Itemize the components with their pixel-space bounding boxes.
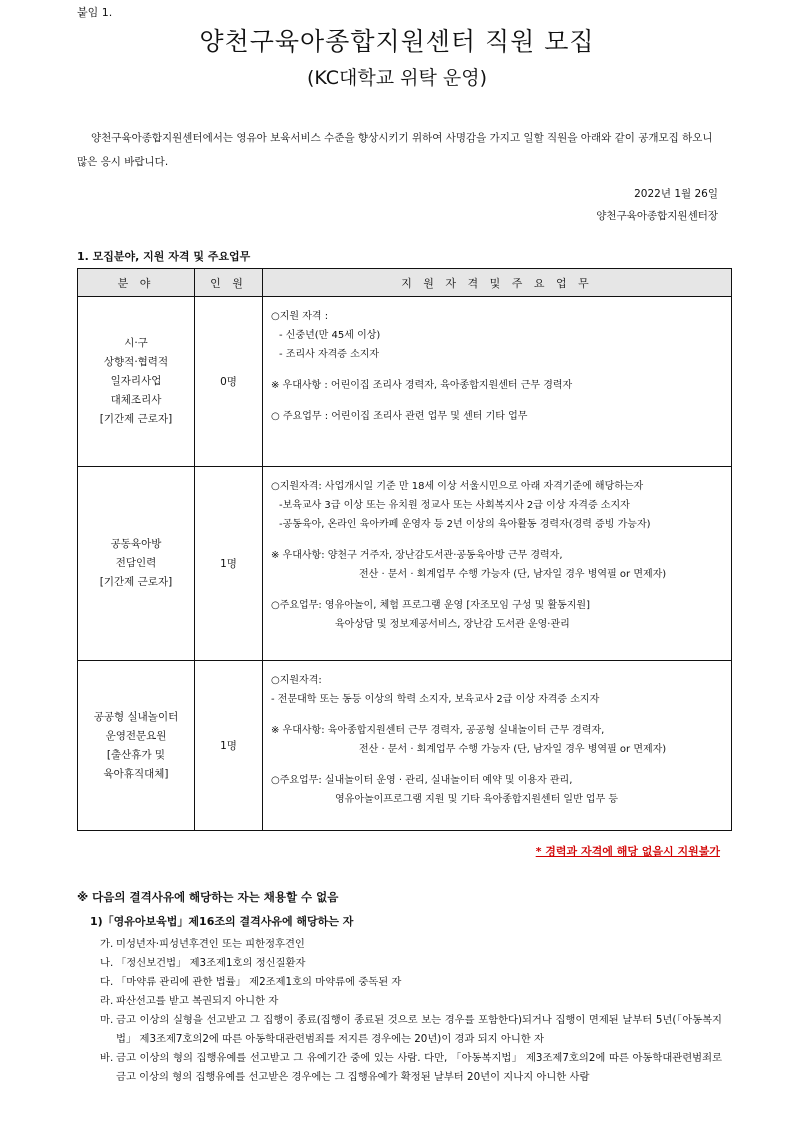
list-item	[100, 954, 722, 973]
page-title: 양천구육아종합지원센터 직원 모집	[199, 27, 595, 56]
disqualification-list	[100, 935, 722, 1087]
item-marker: 라.	[100, 995, 114, 1007]
item-marker: 나.	[100, 957, 114, 969]
header-qualifications: 지 원 자 격 및 주 요 업 무	[263, 269, 732, 297]
desc-line: 영유아놀이프로그램 지원 및 기타 육아종합지원센터 일반 업무 등	[335, 794, 619, 805]
attachment-label: 붙임 1.	[77, 6, 113, 19]
desc-line: ○주요업무: 영유아놀이, 체험 프로그램 운영 [자조모임 구성 및 활동지원]	[271, 600, 590, 611]
field-cell	[78, 297, 195, 467]
list-item	[100, 1049, 722, 1087]
table-header-row	[78, 269, 732, 297]
desc-line: ※ 우대사항 : 어린이집 조리사 경력자, 육아종합지원센터 근무 경력자	[271, 380, 573, 391]
desc-line: ○지원 자격 :	[271, 311, 329, 322]
desc-line: -보육교사 3급 이상 또는 유치원 정교사 또는 사회복지사 2급 이상 자격증 소지자	[279, 500, 630, 511]
field-line: 대체조리사	[110, 394, 162, 406]
desc-line: ○지원자격:	[271, 675, 322, 686]
field-line: 상향적·협력적	[103, 356, 169, 368]
item-marker: 바.	[100, 1052, 114, 1064]
field-line: [기간제 근로자]	[99, 576, 173, 588]
desc-line: - 전문대학 또는 동등 이상의 학력 소지자, 보육교사 2급 이상 자격증 소지자	[271, 694, 600, 705]
item-text: 금고 이상의 실형을 선고받고 그 집행이 종료(집행이 종료된 것으로 보는 경우를 포함한다)되거나 집행이 면제된 날부터 5년(「아동복지법」 제3조제7호의2에 따른 아동학대관련범죄를 저지른 경우에는 20년)이 경과 되지 아니한 자	[116, 1014, 722, 1045]
desc-line: ○지원자격: 사업개시일 기준 만 18세 이상 서울시민으로 아래 자격기준에 해당하는자	[271, 481, 644, 492]
item-text: 파산선고를 받고 복권되지 아니한 자	[116, 995, 279, 1007]
header-count: 인 원	[195, 269, 263, 297]
section2-heading: ※ 다음의 결격사유에 해당하는 자는 채용할 수 없음	[77, 890, 339, 904]
section1-heading: 1. 모집분야, 지원 자격 및 주요업무	[77, 250, 251, 263]
item-marker: 마.	[100, 1014, 114, 1026]
ineligibility-note: * 경력과 자격에 해당 없을시 지원불가	[535, 845, 720, 858]
count-cell: 0명	[195, 297, 263, 467]
field-line: [기간제 근로자]	[99, 413, 173, 425]
announcement-date: 2022년 1월 26일	[634, 188, 718, 200]
table-row	[78, 661, 732, 831]
count-cell: 1명	[195, 661, 263, 831]
field-line: 일자리사업	[110, 375, 162, 387]
section2-subheading: 1)「영유아보육법」제16조의 결격사유에 해당하는 자	[90, 915, 354, 928]
table-row	[78, 467, 732, 661]
desc-line: 전산 · 문서 · 회계업무 수행 가능자 (단, 남자일 경우 병역필 or 면제자)	[359, 569, 667, 580]
count-cell: 1명	[195, 467, 263, 661]
qualification-cell	[263, 467, 732, 661]
header-field: 분 야	[78, 269, 195, 297]
qualification-cell	[263, 661, 732, 831]
field-line: 육아휴직대체]	[103, 767, 169, 780]
desc-line: ※ 우대사항: 육아종합지원센터 근무 경력자, 공공형 실내놀이터 근무 경력자,	[271, 725, 605, 736]
desc-line: ○주요업무: 실내놀이터 운영 · 관리, 실내놀이터 예약 및 이용자 관리,	[271, 775, 573, 786]
desc-line: 전산 · 문서 · 회계업무 수행 가능자 (단, 남자일 경우 병역필 or 면제자)	[359, 744, 667, 755]
list-item	[100, 992, 722, 1011]
item-text: 금고 이상의 형의 집행유예를 선고받고 그 유예기간 중에 있는 사람. 다만, 「아동복지법」 제3조제7호의2에 따른 아동학대관련범죄로 금고 이상의 형의 집행유예를 선고받은 경우에는 그 집행유예가 확정된 날부터 20년이 지나지 아니한 사람	[116, 1052, 722, 1083]
field-line: 시·구	[124, 337, 148, 349]
qualification-cell	[263, 297, 732, 467]
item-text: 「마약류 관리에 관한 법률」 제2조제1호의 마약류에 중독된 자	[116, 976, 402, 988]
table-row	[78, 297, 732, 467]
field-line: [출산휴가 및	[106, 748, 166, 761]
page-subtitle: (KC대학교 위탁 운영)	[306, 67, 488, 89]
desc-line: 육아상담 및 정보제공서비스, 장난감 도서관 운영·관리	[335, 619, 570, 630]
recruitment-table	[77, 268, 732, 831]
item-marker: 다.	[100, 976, 114, 988]
desc-line: ※ 우대사항: 양천구 거주자, 장난감도서관·공동육아방 근무 경력자,	[271, 550, 563, 561]
field-line: 공동육아방	[110, 538, 162, 550]
list-item	[100, 935, 722, 954]
desc-line: - 조리사 자격증 소지자	[279, 349, 380, 360]
list-item	[100, 1011, 722, 1049]
item-marker: 가.	[100, 938, 114, 950]
desc-line: ○ 주요업무 : 어린이집 조리사 관련 업무 및 센터 기타 업무	[271, 411, 528, 422]
item-text: 「정신보건법」 제3조제1호의 정신질환자	[116, 957, 306, 969]
desc-line: -공동육아, 온라인 육아카페 운영자 등 2년 이상의 육아활동 경력자(경력 증빙 가능자)	[279, 519, 651, 530]
field-line: 공공형 실내놀이터	[93, 710, 179, 723]
issuer: 양천구육아종합지원센터장	[596, 210, 718, 222]
list-item	[100, 973, 722, 992]
field-cell	[78, 467, 195, 661]
field-line: 전담인력	[115, 557, 157, 569]
desc-line: - 신중년(만 45세 이상)	[279, 330, 381, 341]
intro-paragraph: 양천구육아종합지원센터에서는 영유아 보육서비스 수준을 향상시키기 위하여 사명감을 가지고 일할 직원을 아래와 같이 공개모집 하오니 많은 응시 바랍니다.	[77, 132, 713, 168]
item-text: 미성년자·피성년후견인 또는 피한정후견인	[116, 938, 305, 950]
field-line: 운영전문요원	[105, 729, 167, 742]
field-cell	[78, 661, 195, 831]
